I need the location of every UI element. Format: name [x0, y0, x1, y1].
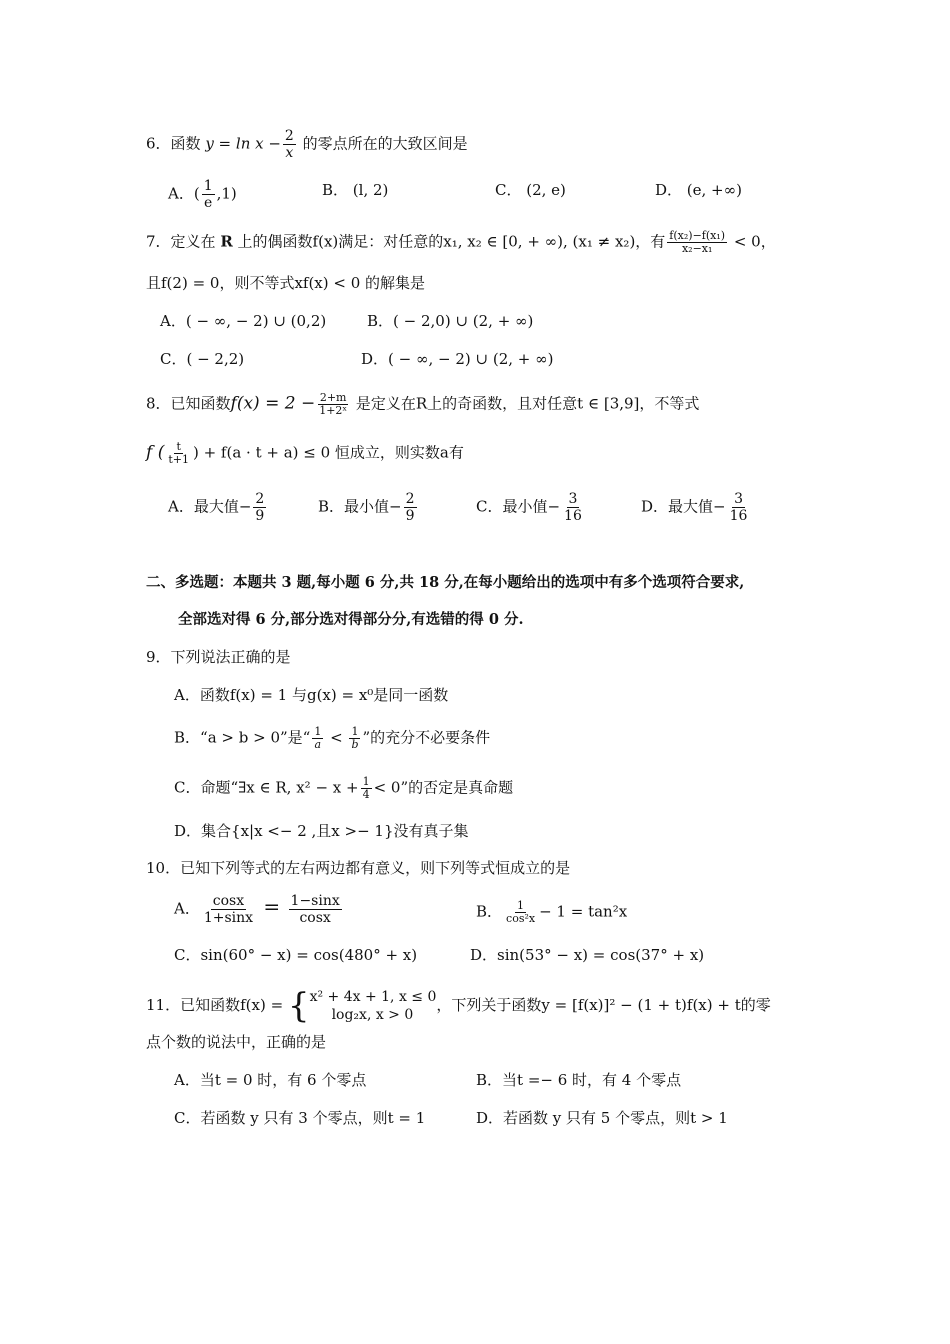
- q6-option-c: C． (2, e): [495, 181, 566, 199]
- q9-b-frac-1: [312, 726, 323, 751]
- q11-suffix: ，下列关于函数y = [f(x)]² − (1 + t)f(x) + t的零: [436, 996, 771, 1014]
- question-8-line2: [146, 441, 464, 466]
- q7-option-a: A．( − ∞, − 2) ∪ (0,2): [160, 312, 327, 330]
- q9-b-suffix: ”的充分不必要条件: [362, 728, 491, 747]
- q8-option-c: [476, 491, 586, 524]
- q6-function: y = ln x −: [205, 134, 281, 153]
- q8-c-text: C．最小值−: [476, 497, 561, 516]
- q7-text: 上的偶函数f(x)满足：对任意的x₁, x₂ ∈ [0, + ∞), (x₁ ≠ x₂)，有: [232, 232, 666, 251]
- q8-a-den: 9: [255, 508, 265, 524]
- q10-a-eq: =: [257, 894, 287, 919]
- q8-fraction: [317, 392, 349, 417]
- q10-a-frac-2: [289, 893, 342, 926]
- q8-a-fraction: [253, 491, 266, 524]
- q8-function: f(x) = 2 −: [230, 393, 316, 414]
- q8-option-d: [641, 491, 751, 524]
- q9-c-suffix: < 0”的否定是真命题: [373, 778, 514, 797]
- q6-option-d: D． (e, +∞): [655, 181, 742, 199]
- q10-b-frac: [504, 900, 537, 925]
- q10-a-den2: cosx: [299, 910, 331, 926]
- q6-a-fraction: [202, 178, 215, 211]
- q8-d-fraction: [728, 491, 750, 524]
- q8-b-num: 2: [405, 491, 415, 507]
- q9-option-a: A．函数f(x) = 1 与g(x) = x⁰是同一函数: [174, 686, 449, 704]
- q9-c-prefix: C．命题“∃x ∈ R, x² − x +: [174, 778, 359, 797]
- q9-b-frac-2: [349, 726, 360, 751]
- q11-piecewise: [310, 988, 437, 1024]
- q8-d-text: D．最大值−: [641, 497, 726, 516]
- q8-a-text: A．最大值−: [168, 497, 252, 516]
- q9-c-num: 1: [362, 775, 370, 788]
- q6-a-num: 1: [203, 178, 213, 194]
- q11-option-a: A．当t = 0 时，有 6 个零点: [174, 1071, 367, 1089]
- q8-frac-num: 2+m: [319, 391, 347, 404]
- q8-d-num: 3: [734, 491, 743, 507]
- q6-frac-num: 2: [284, 128, 294, 144]
- q10-b-rest: − 1 = tan²x: [539, 902, 628, 921]
- q11-option-c: C．若函数 y 只有 3 个零点，则t = 1: [174, 1109, 426, 1127]
- q8-text: 是定义在R上的奇函数，且对任意t ∈ [3,9]，不等式: [351, 394, 700, 413]
- q7-option-d: D．( − ∞, − 2) ∪ (2, + ∞): [361, 350, 554, 368]
- q8-b-text: B．最小值−: [318, 497, 402, 516]
- q6-a-post: ,1): [216, 184, 237, 203]
- left-brace-icon: {: [287, 986, 310, 1026]
- q9-option-b: [174, 726, 490, 751]
- q10-a-num1: cosx: [212, 893, 245, 909]
- q8-frac2-den: t+1: [168, 453, 189, 466]
- section-2-heading: 二、多选题：本题共 3 题,每小题 6 分,共 18 分,在每小题给出的选项中有多个选项符合要求,: [146, 574, 745, 591]
- q8-b-den: 9: [405, 508, 415, 524]
- question-7-line2: 且f(2) = 0，则不等式xf(x) < 0 的解集是: [146, 274, 426, 292]
- q8-c-num: 3: [568, 491, 578, 507]
- q8-line2-text: ) + f(a · t + a) ≤ 0 恒成立，则实数a有: [192, 443, 464, 462]
- q9-b-prefix: B．“a > b > 0”是“: [174, 728, 311, 747]
- q6-stem-prefix: 6．函数: [146, 134, 206, 153]
- q6-a-den: e: [204, 195, 213, 211]
- q9-c-frac: [361, 776, 372, 801]
- q7-frac-num: f(x₂)−f(x₁): [669, 229, 726, 242]
- q9-b-num2: 1: [351, 725, 359, 738]
- q6-stem-suffix: 的零点所在的大致区间是: [297, 134, 468, 153]
- q7-prefix: 7．定义在: [146, 232, 221, 251]
- q11-option-b: B．当t =− 6 时，有 4 个零点: [476, 1071, 682, 1089]
- question-9-stem: 9．下列说法正确的是: [146, 648, 291, 666]
- q7-frac-den: x₂−x₁: [681, 242, 713, 255]
- q11-case-1: x² + 4x + 1, x ≤ 0: [309, 989, 437, 1005]
- q11-case-2: log₂x, x > 0: [331, 1007, 414, 1023]
- q10-b-label: B．: [476, 902, 503, 921]
- q7-suffix: < 0，: [729, 232, 776, 251]
- q7-option-c: C．( − 2,2): [160, 350, 245, 368]
- q7-fraction: [667, 230, 727, 255]
- q8-option-b: [318, 491, 419, 524]
- q10-a-num2: 1−sinx: [290, 893, 340, 909]
- q10-a-frac-1: [202, 893, 255, 926]
- q10-option-d: D．sin(53° − x) = cos(37° + x): [470, 946, 705, 964]
- question-6-stem: [146, 128, 468, 161]
- q10-b-num: 1: [517, 899, 525, 912]
- q10-option-c: C．sin(60° − x) = cos(480° + x): [174, 946, 418, 964]
- question-8-stem: [146, 392, 699, 417]
- q7-r: R: [220, 232, 233, 251]
- q6-option-b: B． (l, 2): [322, 181, 389, 199]
- q10-b-den: cos²x: [506, 912, 536, 925]
- question-10-stem: 10．已知下列等式的左右两边都有意义，则下列等式恒成立的是: [146, 859, 571, 877]
- q6-a-label: A．: [168, 184, 194, 203]
- q9-b-mid: <: [325, 728, 348, 747]
- question-11-stem: [146, 988, 771, 1024]
- q9-option-c: [174, 776, 513, 801]
- q8-c-fraction: [562, 491, 584, 524]
- q10-option-b: [476, 900, 627, 925]
- q6-frac-den: x: [285, 145, 294, 161]
- q9-c-den: 4: [362, 788, 370, 801]
- q11-option-d: D．若函数 y 只有 5 个零点，则t > 1: [476, 1109, 728, 1127]
- q10-a-den1: 1+sinx: [203, 910, 254, 926]
- q8-option-a: [168, 491, 268, 524]
- q8-frac2-num: t: [176, 440, 181, 453]
- q7-option-b: B．( − 2,0) ∪ (2, + ∞): [367, 312, 534, 330]
- q8-frac-den: 1+2ˣ: [319, 404, 348, 417]
- q10-option-a: [174, 893, 344, 926]
- q9-b-num1: 1: [314, 725, 322, 738]
- q6-a-pre: (: [193, 184, 200, 203]
- question-11-line2: 点个数的说法中，正确的是: [146, 1033, 327, 1051]
- q9-option-d: D．集合{x|x <− 2 ,且x >− 1}没有真子集: [174, 822, 469, 840]
- q10-a-label: A．: [174, 899, 200, 918]
- q9-b-den1: a: [314, 738, 322, 751]
- q8-f-open: f (: [146, 442, 165, 463]
- section-2-heading-line2: 全部选对得 6 分,部分选对得部分分,有选错的得 0 分.: [178, 611, 524, 628]
- q11-prefix: 11．已知函数f(x) =: [146, 996, 288, 1014]
- q9-b-den2: b: [351, 738, 359, 751]
- q8-prefix: 8．已知函数: [146, 394, 231, 413]
- q8-a-num: 2: [255, 491, 265, 507]
- q6-option-a: [168, 178, 237, 211]
- q8-b-fraction: [404, 491, 417, 524]
- question-7-stem: [146, 230, 776, 255]
- q6-fraction: [283, 128, 296, 161]
- q8-fraction-2: [166, 441, 191, 466]
- q8-c-den: 16: [564, 508, 582, 524]
- q8-d-den: 16: [729, 508, 748, 524]
